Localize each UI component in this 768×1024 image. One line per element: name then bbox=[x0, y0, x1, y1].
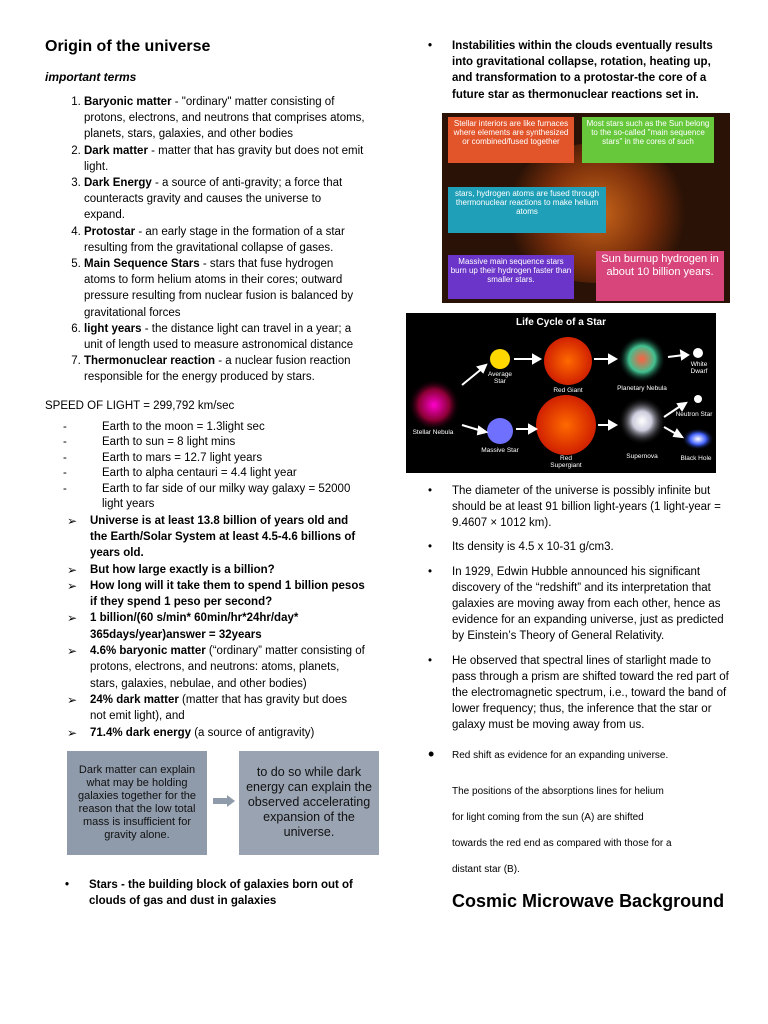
fusion-box-5: Sun burnup hydrogen in about 10 billion years. bbox=[596, 251, 724, 301]
list-item: - Earth to far side of our milky way galaxy = 52000 light years bbox=[45, 482, 365, 513]
list-item: • In 1929, Edwin Hubble announced his significant discovery of the “redshift” and its interpretation that galaxies are moving away from each other, hence as evidence for an expanding universe, just as predicted by Einstein’s Theory of General Relativity. bbox=[420, 564, 730, 645]
paragraph-line: The positions of the absorptions lines for helium bbox=[452, 785, 664, 797]
label-stellar-nebula: Stellar Nebula bbox=[412, 428, 454, 436]
section-subtitle: important terms bbox=[45, 70, 137, 84]
speed-of-light: SPEED OF LIGHT = 299,792 km/sec bbox=[45, 399, 235, 412]
list-item: 1. Baryonic matter - "ordinary" matter consisting of protons, electrons, and neutrons that comprises atoms, planets, stars, galaxies, and other bodies bbox=[84, 94, 365, 143]
label-red-supergiant: Red Supergiant bbox=[550, 454, 582, 469]
list-item: ➢ 24% dark matter (matter that has gravity but does not emit light), and bbox=[45, 692, 365, 725]
facts-list bbox=[45, 513, 365, 741]
absorption-paragraph bbox=[420, 779, 730, 883]
list-item: - Earth to sun = 8 light mins bbox=[45, 435, 365, 451]
list-item: 6. light years - the distance light can travel in a year; a unit of length used to measure astronomical distance bbox=[84, 321, 365, 353]
distance-list bbox=[45, 420, 365, 513]
life-cycle-title: Life Cycle of a Star bbox=[515, 316, 607, 328]
list-item: ➢ How long will it take them to spend 1 billion pesos if they spend 1 peso per second? bbox=[45, 578, 365, 611]
list-item: 3. Dark Energy - a source of anti-gravity; a force that counteracts gravity and causes the universe to expand. bbox=[84, 175, 365, 224]
label-massive-star: Massive Star bbox=[481, 446, 519, 454]
list-item: • Its density is 4.5 x 10-31 g/cm3. bbox=[420, 539, 730, 555]
fusion-box-3: stars, hydrogen atoms are fused through thermonuclear reactions to make helium atoms bbox=[448, 187, 606, 233]
label-white-dwarf: White Dwarf bbox=[690, 360, 708, 375]
paragraph-line: towards the red end as compared with those for a bbox=[452, 837, 672, 849]
left-column bbox=[45, 38, 372, 909]
label-neutron-star: Neutron Star bbox=[675, 410, 713, 418]
list-item: - Earth to alpha centauri = 4.4 light year bbox=[45, 466, 365, 482]
list-item: ➢ But how large exactly is a billion? bbox=[45, 562, 365, 578]
label-red-giant: Red Giant bbox=[553, 386, 583, 394]
list-item: - Earth to the moon = 1.3light sec bbox=[45, 420, 365, 436]
terms-list bbox=[45, 94, 365, 386]
fusion-box-1: Stellar interiors are like furnaces where elements are synthesized or combined/fused together bbox=[448, 117, 574, 163]
fusion-box-4: Massive main sequence stars burn up their hydrogen faster than smaller stars. bbox=[448, 255, 574, 299]
stars-item: • Stars - the building block of galaxies born out of clouds of gas and dust in galaxies bbox=[45, 877, 365, 909]
instabilities-list bbox=[420, 38, 730, 103]
label-supernova: Supernova bbox=[626, 452, 658, 460]
redshift-item: • Red shift as evidence for an expanding universe. bbox=[420, 750, 730, 761]
stellar-fusion-figure bbox=[442, 113, 730, 303]
right-column bbox=[412, 38, 730, 913]
right-arrow-icon bbox=[213, 795, 235, 807]
list-item: 5. Main Sequence Stars - stars that fuse hydrogen atoms to form helium atoms in their cores; outward pressure resulting from nuclear fusion is balanced by gravitational forces bbox=[84, 256, 365, 321]
dark-matter-box: Dark matter can explain what may be holding galaxies together for the reason that the low total mass is insufficient for gravity alone. bbox=[67, 751, 207, 855]
list-item: ➢ 71.4% dark energy (a source of antigravity) bbox=[45, 725, 365, 741]
page-title: Origin of the universe bbox=[45, 38, 211, 55]
list-item: 7. Thermonuclear reaction - a nuclear fusion reaction responsible for the energy produced by stars. bbox=[84, 353, 365, 385]
label-planetary-nebula: Planetary Nebula bbox=[617, 384, 667, 392]
list-item: ➢ Universe is at least 13.8 billion of years old and the Earth/Solar System at least 4.5-4.6 billions of years old. bbox=[45, 513, 365, 562]
paragraph-line: for light coming from the sun (A) are shifted bbox=[452, 811, 644, 823]
label-black-hole: Black Hole bbox=[680, 454, 712, 462]
list-item: ➢ 4.6% baryonic matter (“ordinary” matter consisting of protons, electrons, and neutrons: atoms, planets, stars, galaxies, nebulae, and other bodies) bbox=[45, 643, 365, 692]
list-item: • Instabilities within the clouds eventually results into gravitational collapse, rotation, heating up, and transformation to a protostar-the core of a future star as thermonuclear reactions set in. bbox=[420, 38, 730, 103]
dark-matter-diagram bbox=[67, 751, 379, 859]
list-item: 4. Protostar - an early stage in the formation of a star resulting from the gravitational collapse of gases. bbox=[84, 224, 365, 256]
universe-facts-list bbox=[420, 483, 730, 734]
star-life-cycle-figure bbox=[406, 313, 716, 473]
list-item: ➢ 1 billion/(60 s/min* 60min/hr*24hr/day* 365days/year)answer = 32years bbox=[45, 610, 365, 643]
fusion-box-2: Most stars such as the Sun belong to the so-called "main sequence stars" in the cores of such bbox=[582, 117, 714, 163]
list-item: • He observed that spectral lines of starlight made to pass through a prism are shifted toward the red part of the electromagnetic spectrum, i.e., toward the band of lower frequency; thus, the inference that the star or galaxy must be moving away from us. bbox=[420, 653, 730, 734]
paragraph-line: distant star (B). bbox=[452, 863, 520, 875]
list-item: 2. Dark matter - matter that has gravity but does not emit light. bbox=[84, 143, 365, 175]
label-average-star: Average Star bbox=[487, 370, 513, 385]
list-item: - Earth to mars = 12.7 light years bbox=[45, 451, 365, 467]
list-item: • The diameter of the universe is possibly infinite but should be at least 91 billion light-years (1 light-year = 9.4607 × 1012 km). bbox=[420, 483, 730, 532]
section-heading: Cosmic Microwave Background bbox=[452, 890, 725, 911]
dark-energy-box: to do so while dark energy can explain the observed accelerating expansion of the universe. bbox=[239, 751, 379, 855]
